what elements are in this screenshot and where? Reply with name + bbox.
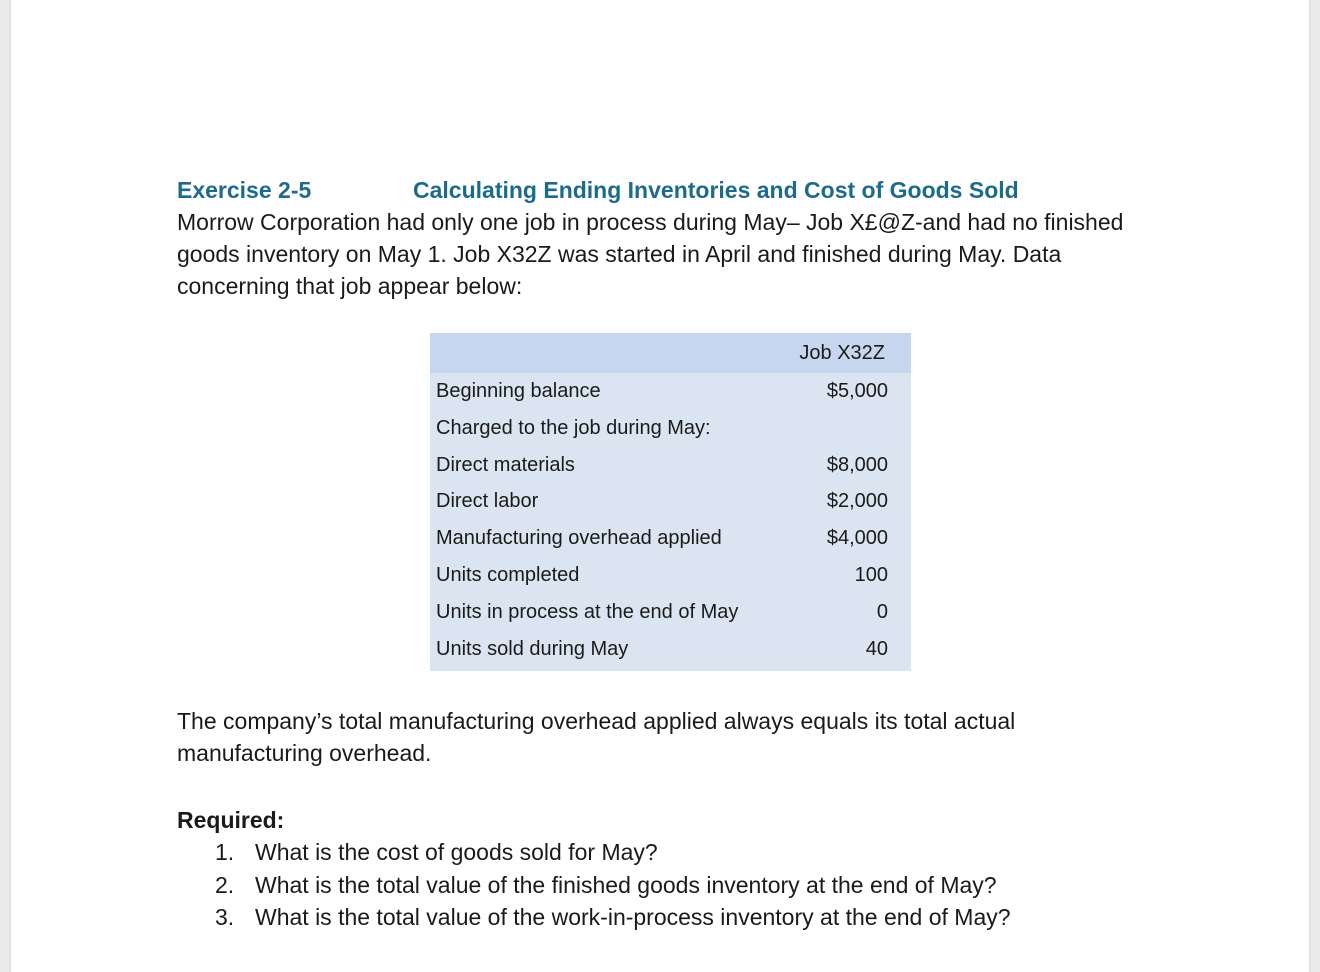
question-number: 1. [215,839,235,866]
exercise-intro: Morrow Corporation had only one job in process during May– Job X£@Z-and had no finished goods inventory on May 1. Job X32Z was started in April and finished during May. Data concerning that job appear below: [177,209,1124,299]
exercise-title: Calculating Ending Inventories and Cost of Goods Sold [413,177,1019,203]
table-row [430,447,911,484]
table-row [430,631,911,668]
column-header-job: Job X32Z [799,342,885,364]
question-number: 2. [215,871,235,898]
exercise-heading [177,174,1137,206]
question-text: What is the total value of the work-in-process inventory at the end of May? [255,904,1011,931]
row-value: $8,000 [826,453,888,476]
overhead-note: The company’s total manufacturing overhead applied always equals its total actual manufacturing overhead. [177,708,1016,767]
list-item [215,869,1137,902]
question-number: 3. [215,904,235,931]
row-value: 40 [865,637,888,660]
required-heading: Required: [177,807,285,834]
row-value: 0 [876,600,888,623]
table-row [430,483,911,520]
row-value: $2,000 [826,490,888,513]
row-label: Direct labor [436,490,539,513]
job-data-table [430,333,911,671]
list-item [215,901,1137,934]
document-page [11,0,1309,972]
list-item [215,836,1137,869]
row-label: Direct materials [436,453,575,476]
table-row [430,557,911,594]
exercise-number: Exercise 2-5 [177,177,312,203]
row-value: $5,000 [826,380,888,402]
required-questions [177,836,1137,934]
table-row [430,520,911,557]
table-row [430,373,911,410]
row-label: Charged to the job during May: [436,416,711,439]
table-row [430,410,911,447]
table-row [430,594,911,631]
row-label: Beginning balance [436,380,601,402]
table-header [430,333,911,373]
row-label: Units sold during May [436,637,629,660]
row-label: Units in process at the end of May [436,600,739,623]
row-value: $4,000 [826,527,888,550]
row-value: 100 [854,563,888,586]
exercise-content [177,174,1137,934]
row-label: Units completed [436,563,580,586]
question-text: What is the cost of goods sold for May? [255,839,658,866]
question-text: What is the total value of the finished goods inventory at the end of May? [255,871,997,898]
row-label: Manufacturing overhead applied [436,527,722,550]
